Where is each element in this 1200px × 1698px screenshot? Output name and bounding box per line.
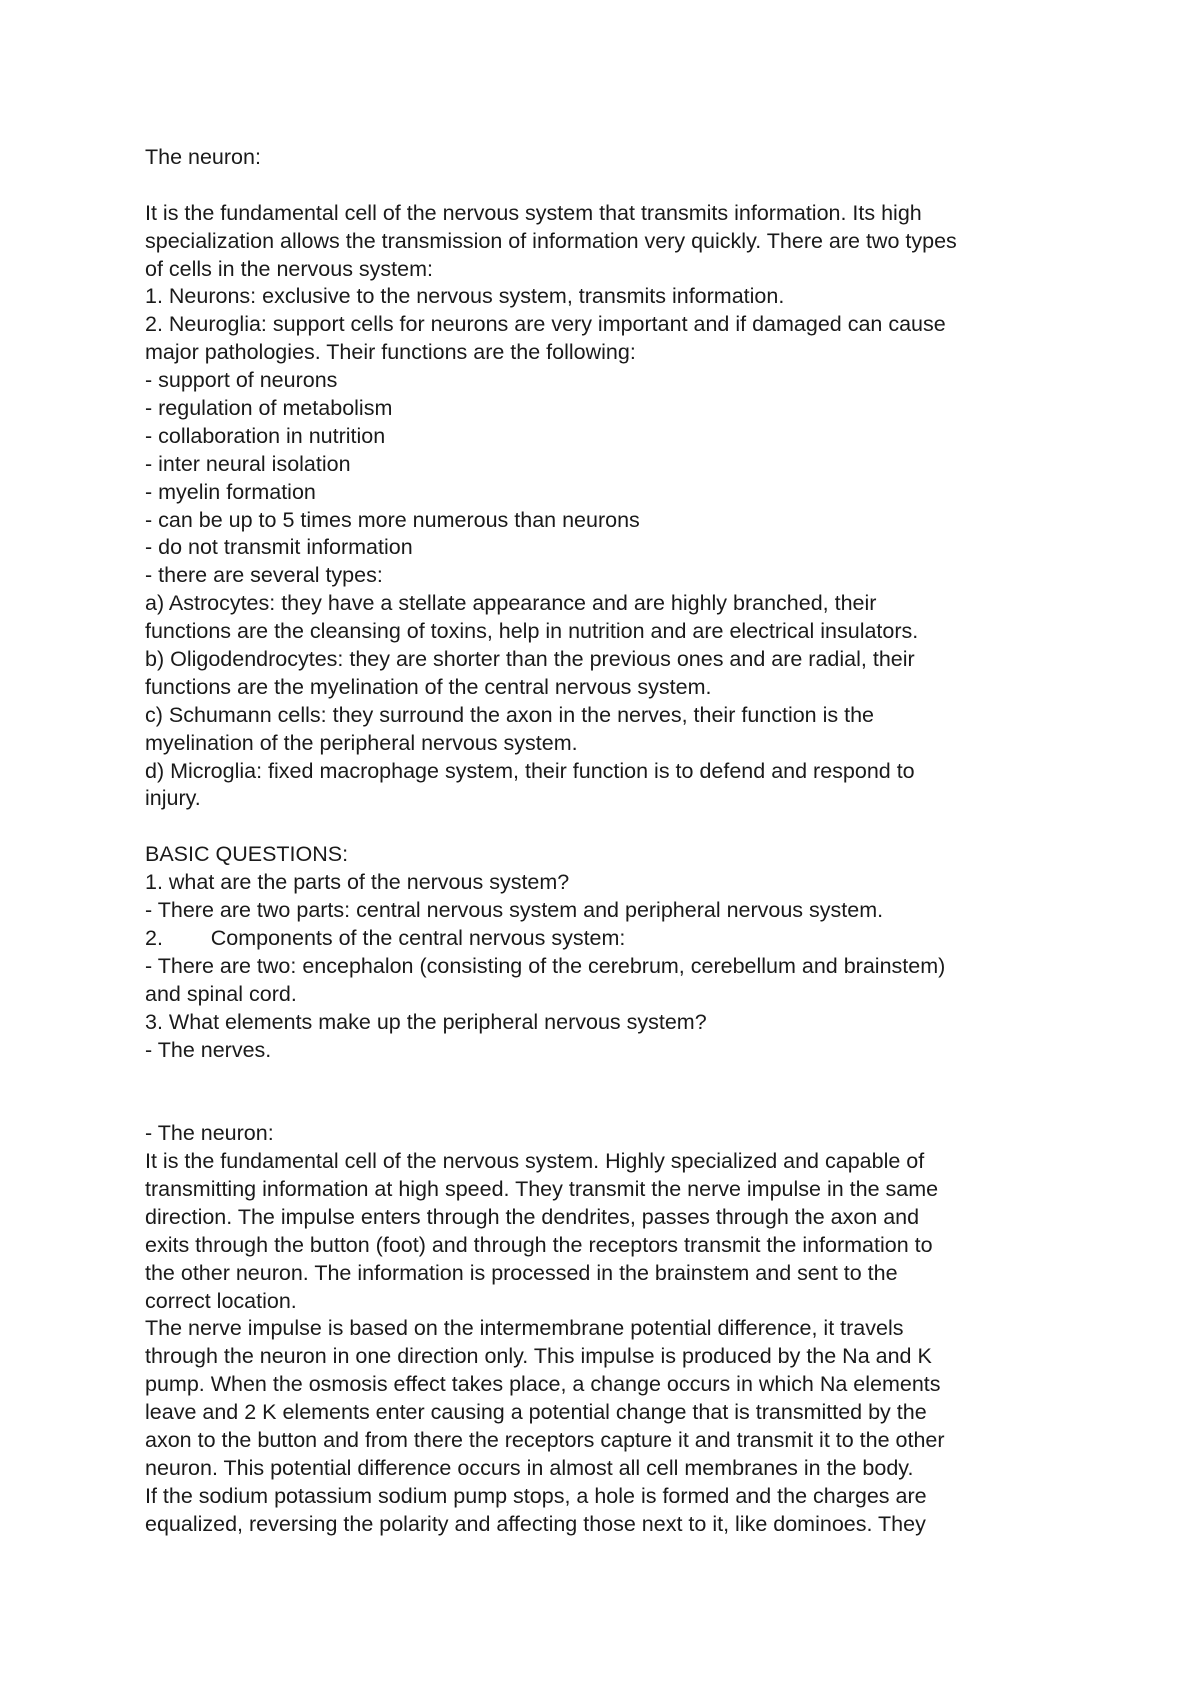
text-line: 2. Neuroglia: support cells for neurons are very important and if damaged can cause [145,312,946,337]
text-line: c) Schumann cells: they surround the axon in the nerves, their function is the [145,702,875,727]
section-title: The neuron: [145,145,261,169]
answer-line: and spinal cord. [145,981,297,1006]
document-body [145,144,1085,1539]
paragraph-spacer [145,813,1085,841]
text-line: direction. The impulse enters through the dendrites, passes through the axon and [145,1204,920,1229]
list-item: - regulation of metabolism [145,396,393,421]
text-line: myelination of the peripheral nervous system. [145,730,578,755]
list-item: - inter neural isolation [145,451,351,476]
text-line: neuron. This potential difference occurs in almost all cell membranes in the body. [145,1455,914,1480]
list-item: - do not transmit information [145,535,413,560]
text-line: The nerve impulse is based on the intermembrane potential difference, it travels [145,1316,904,1341]
list-item: - myelin formation [145,479,316,504]
text-line: axon to the button and from there the receptors capture it and transmit it to the other [145,1427,945,1452]
answer-line: - There are two: encephalon (consisting of the cerebrum, cerebellum and brainstem) [145,953,946,978]
paragraph-spacer [145,172,1085,200]
text-line: correct location. [145,1288,297,1313]
text-line: d) Microglia: fixed macrophage system, their function is to defend and respond to [145,758,915,783]
text-line: functions are the myelination of the central nervous system. [145,674,712,699]
list-item: - can be up to 5 times more numerous than neurons [145,507,640,532]
list-item: - there are several types: [145,563,383,588]
text-line: injury. [145,786,201,811]
text-line: equalized, reversing the polarity and affecting those next to it, like dominoes. They [145,1511,926,1536]
text-line: major pathologies. Their functions are the following: [145,340,636,365]
section-neuron-intro [145,200,1085,814]
answer-line: - There are two parts: central nervous system and peripheral nervous system. [145,898,884,923]
list-item: - collaboration in nutrition [145,423,386,448]
question-line: 2. Components of the central nervous system: [145,925,626,950]
text-line: specialization allows the transmission of information very quickly. There are two types [145,228,957,253]
question-line: 3. What elements make up the peripheral nervous system? [145,1009,707,1034]
text-line: functions are the cleansing of toxins, help in nutrition and are electrical insulators. [145,619,919,644]
question-line: 1. what are the parts of the nervous system? [145,870,570,895]
paragraph-spacer [145,1064,1085,1120]
text-line: exits through the button (foot) and through the receptors transmit the information to [145,1232,933,1257]
list-item: - support of neurons [145,368,338,393]
text-line: b) Oligodendrocytes: they are shorter than the previous ones and are radial, their [145,647,915,672]
text-line: It is the fundamental cell of the nervous system. Highly specialized and capable of [145,1149,925,1174]
text-line: pump. When the osmosis effect takes place, a change occurs in which Na elements [145,1372,941,1397]
text-line: of cells in the nervous system: [145,256,433,281]
section-title: BASIC QUESTIONS: [145,842,349,867]
text-line: through the neuron in one direction only. This impulse is produced by the Na and K [145,1344,932,1369]
text-line: 1. Neurons: exclusive to the nervous system, transmits information. [145,284,785,309]
text-line: If the sodium potassium sodium pump stops, a hole is formed and the charges are [145,1483,927,1508]
text-line: leave and 2 K elements enter causing a potential change that is transmitted by the [145,1400,927,1425]
section-title: - The neuron: [145,1121,274,1146]
text-line: the other neuron. The information is processed in the brainstem and sent to the [145,1260,898,1285]
section-neuron-detail [145,1148,1085,1538]
section-basic-questions [145,869,1085,1064]
text-line: transmitting information at high speed. They transmit the nerve impulse in the same [145,1176,939,1201]
answer-line: - The nerves. [145,1037,272,1062]
text-line: It is the fundamental cell of the nervous system that transmits information. Its high [145,200,922,225]
text-line: a) Astrocytes: they have a stellate appearance and are highly branched, their [145,591,877,616]
